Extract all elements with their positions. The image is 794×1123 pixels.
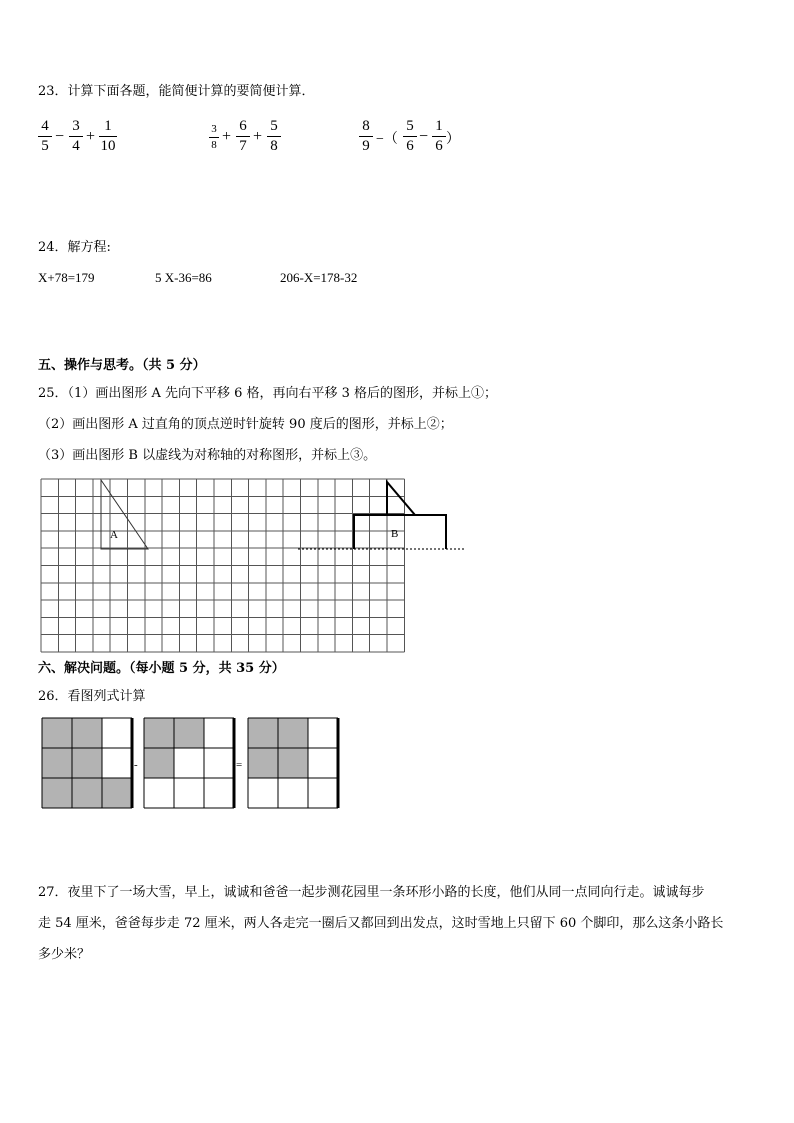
q26-diagram: [40, 716, 342, 810]
q25-line-3: （3）画出图形 B 以虚线为对称轴的对称图形，并标上③。: [38, 448, 377, 463]
grid-figure: [40, 478, 466, 654]
figure-b-label: B: [391, 528, 399, 540]
q25-line-1: 25．（1）画出图形 A 先向下平移 6 格，再向右平移 3 格后的图形，并标上①；: [38, 386, 498, 401]
equation-3: 206-X=178-32: [280, 270, 358, 285]
fraction: 1 10: [100, 118, 116, 154]
equals-sign: =: [236, 759, 243, 771]
q27-line-2: 走 54 厘米，爸爸每步走 72 厘米，两人各走完一圈后又都回到出发点，这时雪地上只留下 60 个脚印，那么这条小路长: [38, 916, 724, 931]
grid-box-2: [144, 718, 234, 808]
equation-2: 5 X-36=86: [155, 270, 212, 285]
fraction: 5 8: [267, 118, 281, 155]
figure-a-triangle: [101, 480, 148, 549]
fraction: 3 8: [209, 123, 219, 152]
figure-b-flag: [387, 482, 415, 515]
q27-line-3: 多少米？: [38, 947, 91, 962]
fraction: 8 9: [359, 118, 373, 155]
fraction: 5 6: [403, 118, 417, 155]
q27-line-1: 27．夜里下了一场大雪，早上，诚诚和爸爸一起步测花园里一条环形小路的长度，他们从同一点同向行走。诚诚每步: [38, 885, 705, 900]
fraction: 6 7: [236, 118, 250, 155]
grid-lines: [41, 479, 404, 652]
fraction: 3 4: [69, 118, 83, 155]
q25-line-2: （2）画出图形 A 过直角的顶点逆时针旋转 90 度后的图形，并标上②；: [38, 417, 453, 432]
section-6-heading: 六、解决问题。（每小题 5 分，共 35 分）: [38, 661, 285, 676]
fraction: 4 5: [38, 118, 52, 155]
grid-box-3: [248, 718, 338, 808]
fraction: 1 6: [432, 118, 446, 155]
q26-title: 26．看图列式计算: [38, 689, 146, 704]
figure-a-label: A: [110, 529, 118, 541]
minus-sign: -: [134, 759, 138, 771]
q23-title: 23．计算下面各题，能简便计算的要简便计算．: [38, 84, 315, 99]
figure-b-outline: [354, 515, 446, 549]
equation-1: X+78=179: [38, 270, 95, 285]
q24-title: 24．解方程:: [38, 240, 111, 255]
grid-box-1: [42, 718, 132, 808]
section-5-heading: 五、操作与思考。（共 5 分）: [38, 358, 206, 373]
